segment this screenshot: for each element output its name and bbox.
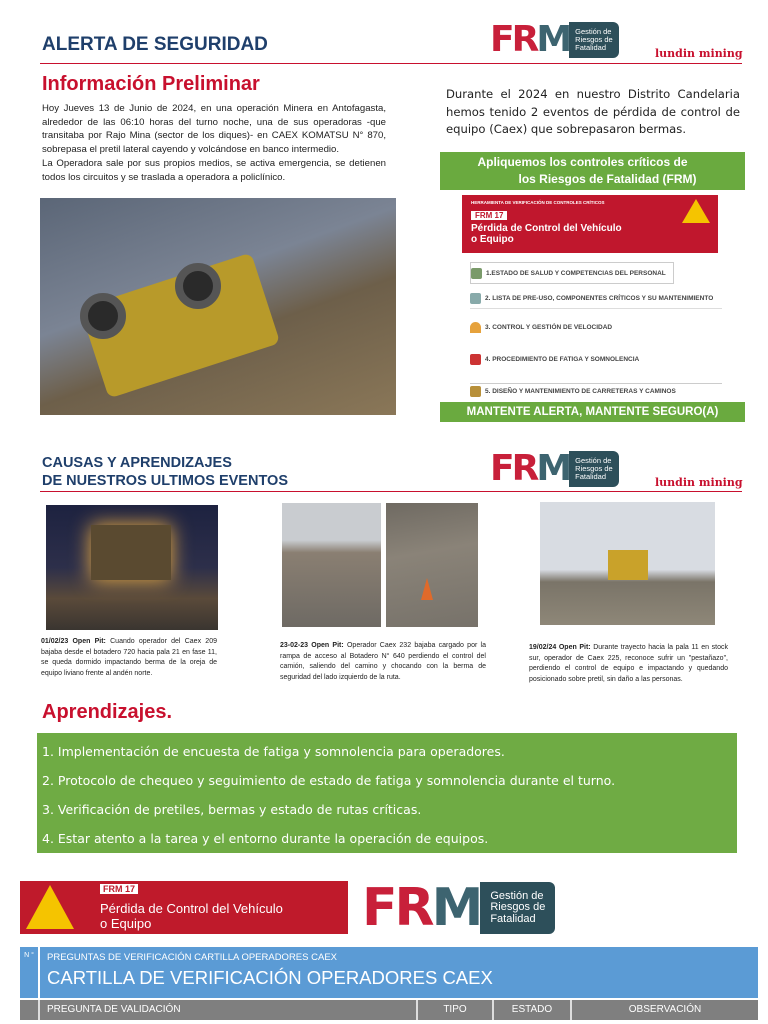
banner-title: o Equipo: [100, 916, 152, 931]
card-code: FRM 17: [471, 211, 507, 220]
learning-item: 1. Implementación de encuesta de fatiga y somnolencia para operadores.: [42, 744, 505, 759]
col-header: PREGUNTA DE VALIDACIÓN: [47, 1004, 181, 1015]
brand-sub: Gestión de: [490, 889, 544, 902]
card-title: o Equipo: [471, 234, 514, 245]
brand-sub: Fatalidad: [575, 42, 606, 52]
learning-item: 3. Verificación de pretiles, bermas y estado de rutas críticas.: [42, 802, 422, 817]
control-label: 4. PROCEDIMIENTO DE FATIGA Y SOMNOLENCIA: [485, 355, 640, 363]
checklist-header: [20, 947, 758, 998]
checklist-subtitle: PREGUNTAS DE VERIFICACIÓN CARTILLA OPERADORES CAEX: [47, 952, 337, 963]
card-title: Pérdida de Control del Vehículo: [471, 223, 622, 234]
people-icon: [471, 268, 482, 279]
card-small: HERRAMIENTA DE VERIFICACIÓN DE CONTROLES CRÍTICOS: [471, 200, 605, 205]
control-label: 3. CONTROL Y GESTIÓN DE VELOCIDAD: [485, 323, 613, 331]
warning-icon: [26, 885, 74, 929]
info-paragraph: La Operadora sale por sus propios medios, se activa emergencia, se detienen todos los circuitos y se traslada a operadora a policlínico.: [42, 157, 386, 183]
event-caption: [280, 641, 486, 683]
divider: [40, 63, 742, 64]
speedometer-icon: [470, 322, 481, 333]
control-label: 2. LISTA DE PRE-USO, COMPONENTES CRÍTICOS Y SU MANTENIMIENTO: [485, 295, 714, 302]
event-date: 23-02-23 Open Pit:: [280, 642, 344, 649]
no-label: N °: [20, 947, 40, 998]
event-photo-3: [540, 502, 715, 625]
slogan-bar: MANTENTE ALERTA, MANTENTE SEGURO(A): [440, 402, 745, 422]
brand-sub: Gestión de: [575, 456, 612, 466]
info-paragraph: Hoy Jueves 13 de Junio de 2024, en una operación Minera en Antofagasta, alrededor de las 06:10 horas del turno noche, una de sus operadoras -que transitaba por Rajo Mina (sector de los diques)- en CAEX KOMATSU N° 870, sobrepasa el pretil lateral cayendo y volcándose en banco intermedio.: [42, 103, 386, 156]
event-date: 01/02/23 Open Pit:: [41, 638, 106, 645]
banner-code: FRM 17: [100, 884, 138, 894]
banner-title: Pérdida de Control del Vehículo: [100, 901, 283, 916]
event-date: 19/02/24 Open Pit:: [529, 644, 591, 651]
brand-sub: Riesgos de: [575, 35, 613, 45]
event-photo-2b: [386, 503, 478, 627]
divider: [40, 491, 742, 492]
learning-item: 2. Protocolo de chequeo y seguimiento de estado de fatiga y somnolencia durante el turno.: [42, 773, 616, 788]
control-item: [470, 262, 674, 284]
company-logo: lundin mining: [655, 47, 743, 60]
info-title: Información Preliminar: [42, 73, 260, 95]
frm17-card: [462, 195, 718, 253]
event-text: Operador Caex 232 bajaba cargado por la rampa de acceso al Botadero N° 640 perdiendo el control del camión, saliendo del camino y chocando con la berma de seguridad del lado izquierdo de la ruta.: [280, 642, 487, 681]
brand-sub: Gestión de: [575, 27, 612, 37]
causes-title: DE NUESTROS ULTIMOS EVENTOS: [42, 473, 288, 489]
brand-sub: Riesgos de: [490, 901, 546, 914]
control-label: 1.ESTADO DE SALUD Y COMPETENCIAS DEL PERSONAL: [486, 269, 666, 277]
event-photo-1: [46, 505, 218, 630]
warning-icon: [682, 199, 710, 223]
control-item: [470, 318, 612, 336]
event-text: Durante trayecto hacia la pala 11 en stock sur, operador de Caex 225, reconoce sufrir un "pestañazo", perdiendo el control de equipo e impactando y quedando posicionado sobre pretil, sin daño a las personas.: [529, 644, 728, 683]
frm-logo: FRM Gestión de Riesgos de Fatalidad: [490, 451, 619, 487]
summary-text: Durante el 2024 en nuestro Distrito Candelaria hemos tenido 2 eventos de pérdida de control de equipo (Caex) que sobrepasaron bermas.: [446, 87, 740, 136]
causes-title: CAUSAS Y APRENDIZAJES: [42, 455, 232, 471]
road-icon: [470, 386, 481, 397]
accident-photo: [40, 198, 396, 415]
frm-logo: FRM Gestión de Riesgos de Fatalidad: [490, 22, 619, 58]
frm17-banner: [20, 881, 348, 934]
brand-sub: Fatalidad: [575, 471, 606, 481]
brand-sub: Riesgos de: [575, 464, 613, 474]
frm-logo: FRM Gestión de Riesgos de Fatalidad: [362, 882, 555, 934]
brand-sub: Fatalidad: [490, 912, 536, 925]
company-logo: lundin mining: [655, 476, 743, 489]
event-photo-2a: [282, 503, 381, 627]
control-item: [470, 383, 722, 399]
green-title: Apliquemos los controles críticos de: [477, 155, 688, 169]
control-item: [470, 350, 639, 368]
event-text: Cuando operador del Caex 209 bajaba desde el botadero 720 hacia pala 21 en fase 11, se queda dormido impactando berma de la oreja de equipo liviano frente al andén norte.: [41, 638, 217, 677]
control-item: [470, 289, 722, 309]
operator-icon: [470, 354, 481, 365]
checklist-icon: [470, 293, 481, 304]
checklist-title: CARTILLA DE VERIFICACIÓN OPERADORES CAEX: [47, 967, 493, 988]
page-title: ALERTA DE SEGURIDAD: [42, 34, 268, 55]
col-header: OBSERVACIÓN: [570, 1000, 758, 1020]
green-title: los Riesgos de Fatalidad (FRM): [518, 172, 697, 186]
learning-item: 4. Estar atento a la tarea y el entorno durante la operación de equipos.: [42, 831, 489, 846]
event-caption: [41, 637, 217, 679]
table-header-row: [20, 1000, 758, 1020]
col-header: ESTADO: [492, 1000, 570, 1020]
col-header: TIPO: [416, 1000, 492, 1020]
control-label: 5. DISEÑO Y MANTENIMIENTO DE CARRETERAS Y CAMINOS: [485, 388, 676, 395]
event-caption: [529, 643, 728, 685]
learnings-title: Aprendizajes.: [42, 701, 173, 723]
